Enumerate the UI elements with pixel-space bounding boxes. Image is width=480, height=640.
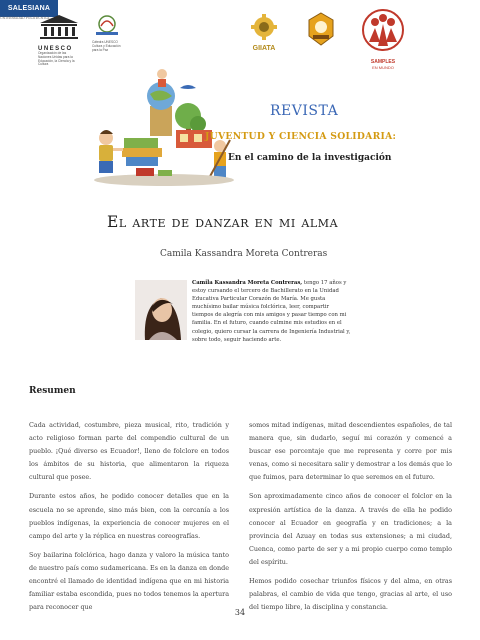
unesco-temple-icon xyxy=(38,14,80,40)
journal-subtitle: En el camino de la investigación xyxy=(228,153,392,163)
resumen-left-column xyxy=(29,419,229,620)
chair-text: Cátedra UNESCO Cultura y Educación para la Paz xyxy=(92,40,121,52)
resumen-paragraph: Hemos podido cosechar triunfos físicos y del alma, en otras palabras, el cambio de vida que tengo, gracias al arte, el uso del tiempo libre, la disciplina y constancia. xyxy=(249,577,452,612)
giiata-logo xyxy=(244,14,284,50)
article-author: Camila Kassandra Moreta Contreras xyxy=(160,249,328,259)
chair-emblem-icon xyxy=(92,14,122,36)
church-sub: EN MUNDO xyxy=(372,65,394,70)
journal-name: JUVENTUD Y CIENCIA SOLIDARIA: xyxy=(205,131,397,142)
resumen-heading: Resumen xyxy=(29,386,76,396)
unesco-text: Organización de las Naciones Unidas para la Educación, la Ciencia y la Cultura xyxy=(38,51,75,67)
page-number: 34 xyxy=(234,608,246,617)
salesiana-text: UNIVERSIDAD POLITÉCNICA xyxy=(0,16,50,20)
revista-title: REVISTA xyxy=(270,103,339,119)
mates-logo xyxy=(308,12,334,46)
resumen-paragraph: Son aproximadamente cinco años de conocer el folclor en la expresión artística de la danza. A través de ella he podido conocer al Ecuador en geografía y en tradiciones; a la provincia del Azuay en todas sus extensiones; a mi ciudad, Cuenca, como parte de ser y a mi propio cuerpo como templo del espíritu. xyxy=(249,492,452,566)
church-text: SAMPLES xyxy=(370,59,396,65)
giiata-gear-icon xyxy=(244,14,284,40)
church-logo xyxy=(358,8,408,78)
author-photo xyxy=(135,280,187,340)
resumen-right-column xyxy=(249,419,452,620)
resumen-paragraph: somos mitad indígenas, mitad descendientes españoles, de tal manera que, sin dudarlo, seguí mi corazón y comencé a buscar ese porcentaje que me representa y corre por mis venas, como si necesitara salir y demostrar a los demás que lo que fuimos, para determinar lo que seremos en el futuro. xyxy=(249,421,452,482)
mates-emblem-icon xyxy=(308,12,334,46)
author-bio xyxy=(192,279,351,344)
author-portrait-icon xyxy=(135,280,187,340)
chair-logo xyxy=(92,14,122,64)
journal-illustration xyxy=(88,68,240,188)
resumen-paragraph: Durante estos años, he podido conocer detalles que en la escuela no se aprende, sino más bien, con la cercanía a los pueblos indígenas, la experiencia de conocer mujeres en el campo del arte y la réplica en nuestras coreografías. xyxy=(29,492,229,540)
unesco-logo xyxy=(38,14,80,67)
people-heart-icon xyxy=(358,8,408,54)
unesco-name: UNESCO xyxy=(38,46,73,52)
bio-name: Camila Kassandra Moreta Contreras, xyxy=(192,280,303,286)
salesiana-logo: SALESIANA xyxy=(0,0,58,17)
resumen-paragraph: Soy bailarina folclórica, hago danza y valoro la música tanto de nuestro país como sudamericana. Es en la danza en donde encontré el llamado de identidad indígena que en mi historia familiar estaba escondida, pues no todos tenemos la apertura para reconocer que xyxy=(29,550,229,612)
bio-text: tengo 17 años y estoy cursando el tercero de Bachillerato en la Unidad Educativa Particular Corazón de María. Me gusta muchísimo bailar música folclórica, leer, compartir tiempos de alegría con mis amigos y pasar tiempo con mi familia. En el futuro, cuando culmine mis estudios en el colegio, quiero cursar la carrera de Ingeniería Industrial y, sobre todo, seguir haciendo arte. xyxy=(192,280,351,343)
resumen-paragraph: Cada actividad, costumbre, pieza musical, rito, tradición y acto religioso forman parte del compendio cultural de un pueblo. ¡Qué diverso es Ecuador!, lleno de folclore en todos los ámbitos de su historia, que alimentaron la riqueza cultural que posee. xyxy=(29,421,229,482)
giiata-name: GIIATA xyxy=(252,45,276,52)
article-title: El arte de danzar en mi alma xyxy=(107,213,339,231)
